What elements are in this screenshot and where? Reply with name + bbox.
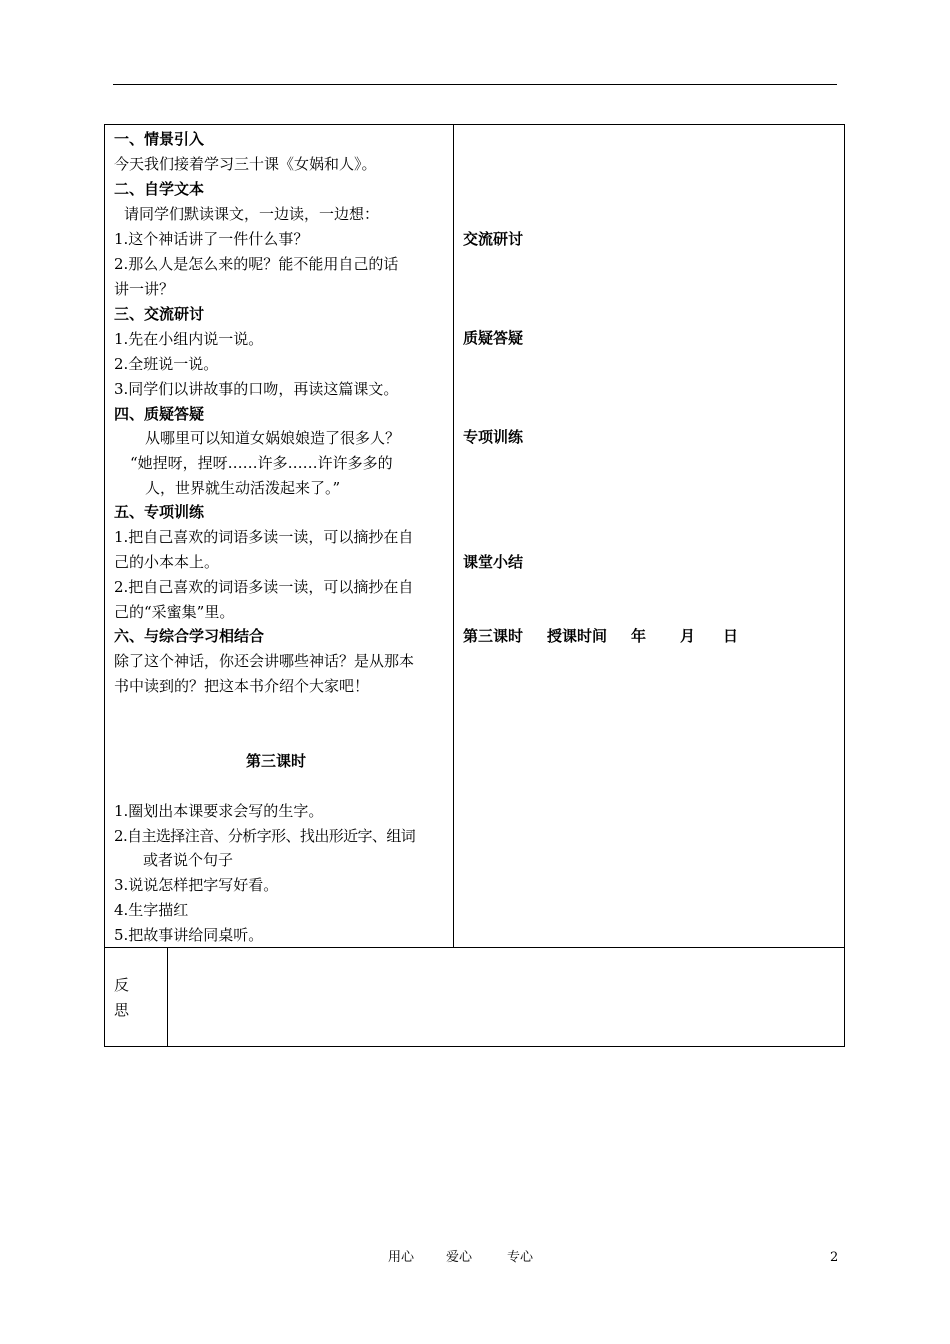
section-2-title: 二、自学文本 bbox=[114, 180, 205, 198]
section-4-line: 从哪里可以知道女娲娘娘造了很多人？ bbox=[145, 429, 401, 447]
section-4-title: 四、质疑答疑 bbox=[114, 405, 205, 423]
section-5-line: 己的小本本上。 bbox=[114, 553, 220, 571]
right-label-training: 专项训练 bbox=[463, 428, 524, 446]
section-5-title: 五、专项训练 bbox=[114, 503, 205, 521]
lesson-3-heading: 第三课时 bbox=[246, 752, 307, 770]
section-4-line: 人，世界就生动活泼起来了。” bbox=[145, 479, 341, 497]
section-4-line: “她捏呀，捏呀……许多……许许多多的 bbox=[130, 454, 393, 472]
section-2-line: 1.这个神话讲了一件什么事？ bbox=[114, 230, 309, 248]
lesson-table bbox=[104, 124, 845, 1047]
column-divider bbox=[453, 125, 454, 947]
section-2-line: 2.那么人是怎么来的呢？能不能用自己的话 bbox=[114, 255, 399, 273]
footer-word: 用心 bbox=[388, 1250, 415, 1265]
header-rule bbox=[113, 84, 837, 85]
section-6-line: 除了这个神话，你还会讲哪些神话？是从那本 bbox=[114, 652, 415, 670]
section-3-line: 2.全班说一说。 bbox=[114, 355, 219, 373]
footer-word: 专心 bbox=[507, 1250, 534, 1265]
section-2-line: 请同学们默读课文，一边读，一边想： bbox=[124, 205, 380, 223]
time-label: 授课时间 bbox=[547, 627, 608, 645]
day-label: 日 bbox=[723, 627, 739, 645]
reflection-label-char: 思 bbox=[114, 1001, 130, 1019]
section-1-title: 一、情景引入 bbox=[114, 130, 205, 148]
row-divider bbox=[105, 947, 844, 948]
page-number: 2 bbox=[830, 1250, 839, 1265]
lesson-3-line: 5.把故事讲给同桌听。 bbox=[114, 926, 264, 944]
section-5-line: 2.把自己喜欢的词语多读一读，可以摘抄在自 bbox=[114, 578, 414, 596]
section-2-line: 讲一讲？ bbox=[114, 280, 175, 298]
section-6-title: 六、与综合学习相结合 bbox=[114, 627, 265, 645]
lesson-3-line: 2.自主选择注音、分析字形、找出形近字、组词 bbox=[114, 827, 416, 845]
right-label-summary: 课堂小结 bbox=[463, 553, 524, 571]
right-label-questions: 质疑答疑 bbox=[463, 329, 524, 347]
right-label-discussion: 交流研讨 bbox=[463, 230, 524, 248]
reflection-divider bbox=[167, 947, 168, 1047]
footer-word: 爱心 bbox=[446, 1250, 473, 1265]
section-1-line: 今天我们接着学习三十课《女娲和人》。 bbox=[114, 155, 377, 173]
section-6-line: 书中读到的？把这本书介绍个大家吧！ bbox=[114, 677, 370, 695]
section-5-line: 己的“采蜜集”里。 bbox=[114, 603, 235, 621]
lesson-3-line: 或者说个句子 bbox=[143, 851, 234, 869]
section-3-title: 三、交流研讨 bbox=[114, 305, 205, 323]
month-label: 月 bbox=[680, 627, 696, 645]
lesson-3-line: 1.圈划出本课要求会写的生字。 bbox=[114, 802, 324, 820]
lesson-label: 第三课时 bbox=[463, 627, 524, 645]
section-5-line: 1.把自己喜欢的词语多读一读，可以摘抄在自 bbox=[114, 528, 414, 546]
section-3-line: 3.同学们以讲故事的口吻，再读这篇课文。 bbox=[114, 380, 399, 398]
year-label: 年 bbox=[631, 627, 647, 645]
section-3-line: 1.先在小组内说一说。 bbox=[114, 330, 264, 348]
reflection-label-char: 反 bbox=[114, 976, 130, 994]
lesson-3-line: 4.生字描红 bbox=[114, 901, 189, 919]
lesson-3-line: 3.说说怎样把字写好看。 bbox=[114, 876, 279, 894]
